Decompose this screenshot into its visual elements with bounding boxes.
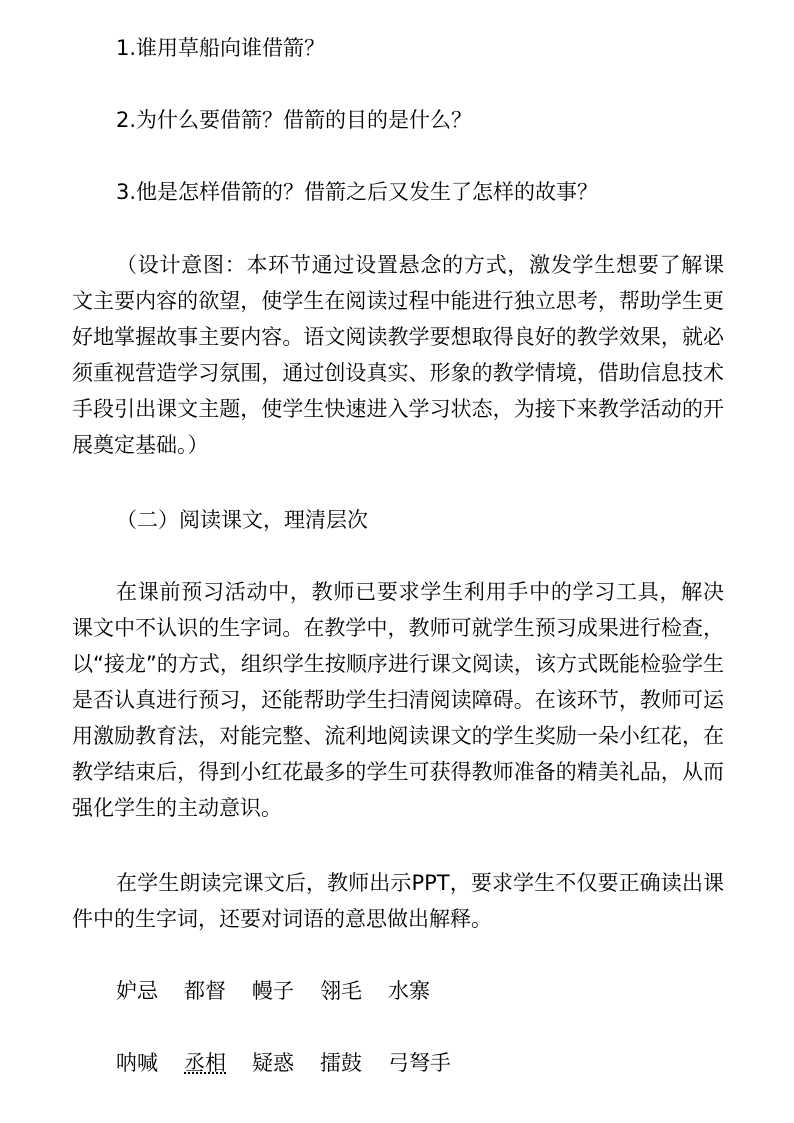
section-heading: （二）阅读课文，理清层次 [116, 508, 368, 532]
vocab-word: 疑惑 [252, 1051, 294, 1075]
vocab-word: 翎毛 [320, 979, 362, 1003]
vocab-word: 幔子 [252, 979, 294, 1003]
vocabulary-row-2 [116, 1045, 477, 1081]
question-1: 1.谁用草船向谁借箭？ [116, 36, 326, 60]
vocabulary-row-1 [116, 973, 456, 1009]
vocab-word: 水寨 [388, 979, 430, 1003]
vocab-word: 擂鼓 [320, 1051, 362, 1075]
body-paragraph-2: 在学生朗读完课文后，教师出示PPT，要求学生不仅要正确读出课件中的生字词，还要对词语的意思做出解释。 [72, 871, 724, 931]
body-paragraph-1: 在课前预习活动中，教师已要求学生利用手中的学习工具，解决课文中不认识的生字词。在教学中，教师可就学生预习成果进行检查，以“接龙”的方式，组织学生按顺序进行课文阅读，该方式既能检验学生是否认真进行预习，还能帮助学生扫清阅读障碍。在该环节，教师可运用激励教育法，对能完整、流利地阅读课文的学生奖励一朵小红花，在教学结束后，得到小红花最多的学生可获得教师准备的精美礼品，从而强化学生的主动意识。 [72, 580, 724, 820]
design-intent-note: （设计意图：本环节通过设置悬念的方式，激发学生想要了解课文主要内容的欲望，使学生在阅读过程中能进行独立思考，帮助学生更好地掌握故事主要内容。语文阅读教学要想取得良好的教学效果，就必须重视营造学习氛围，通过创设真实、形象的教学情境，借助信息技术手段引出课文主题，使学生快速进入学习状态，为接下来教学活动的开展奠定基础。） [72, 253, 724, 457]
vocab-word: 呐喊 [116, 1051, 158, 1075]
vocab-word: 丞相 [184, 1051, 226, 1075]
question-2: 2.为什么要借箭？借箭的目的是什么？ [116, 108, 473, 132]
question-3: 3.他是怎样借箭的？借箭之后又发生了怎样的故事？ [116, 180, 599, 204]
vocab-word: 妒忌 [116, 979, 158, 1003]
vocab-word: 都督 [184, 979, 226, 1003]
vocab-word: 弓弩手 [388, 1051, 451, 1075]
